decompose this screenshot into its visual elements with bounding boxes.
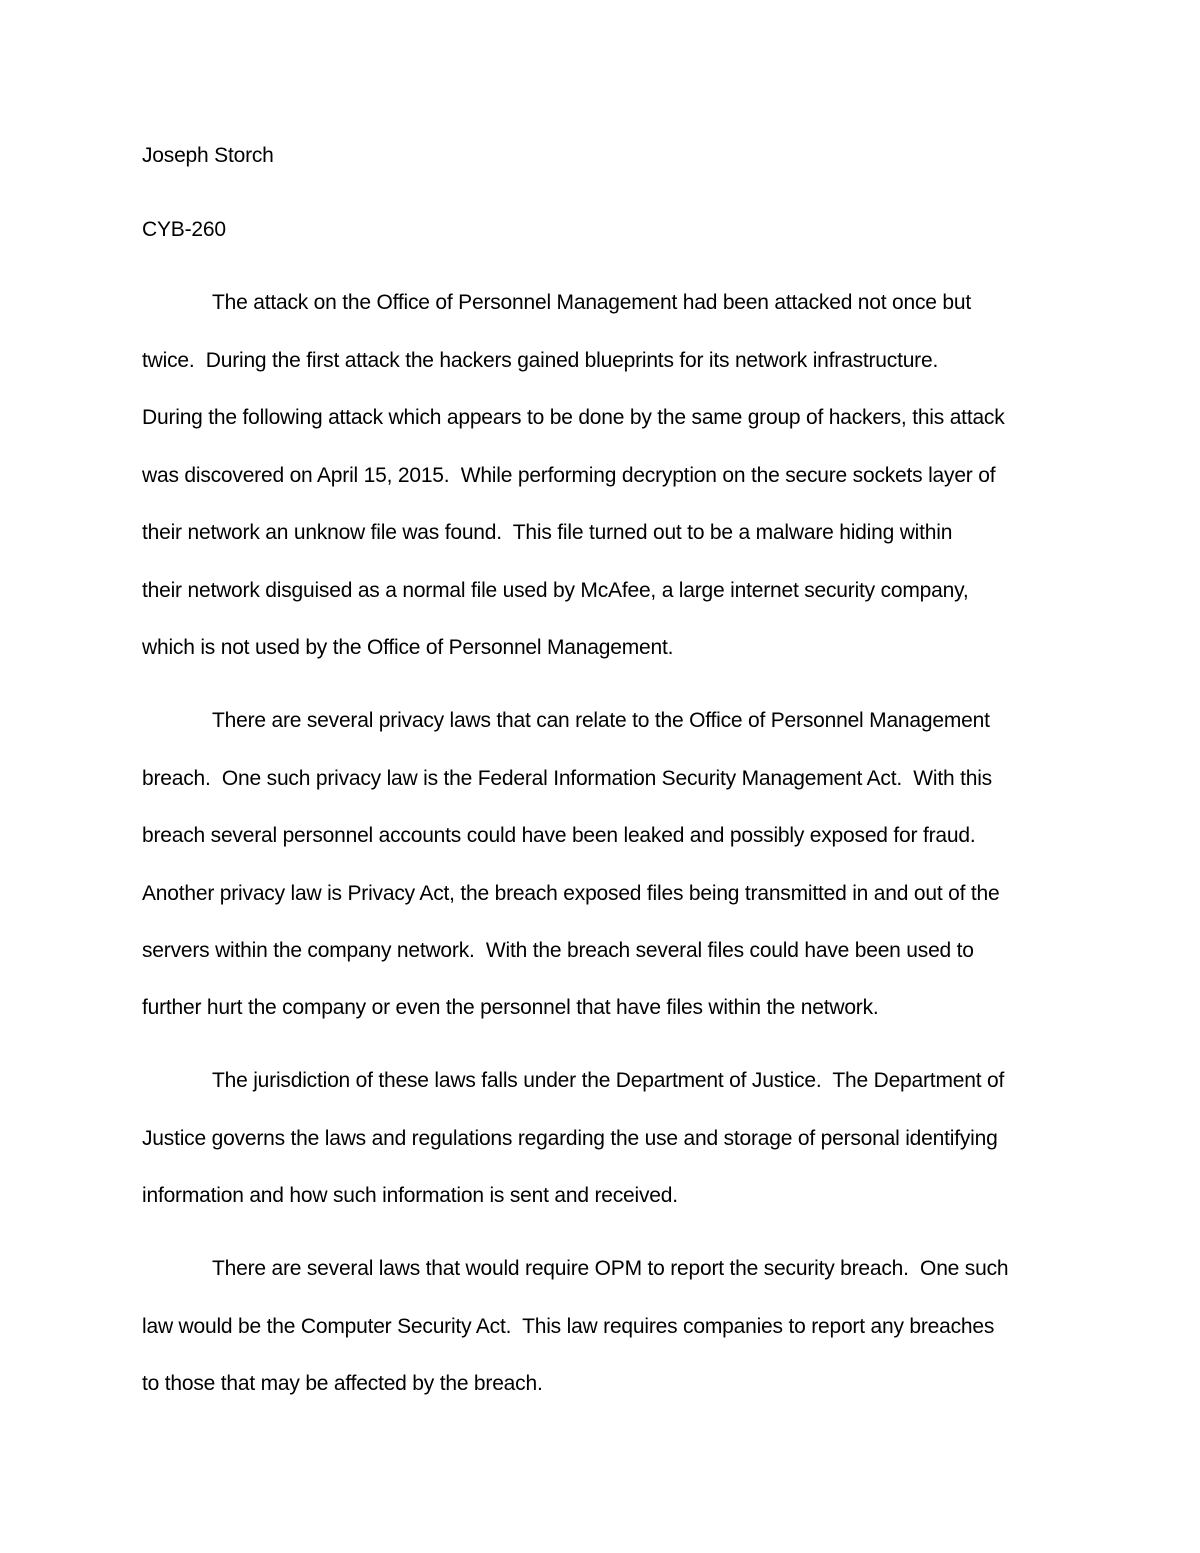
paragraph-line: breach several personnel accounts could have been leaked and possibly exposed for fraud. xyxy=(142,824,976,847)
author-name: Joseph Storch xyxy=(142,144,274,167)
paragraph-line: their network disguised as a normal file used by McAfee, a large internet security company, xyxy=(142,579,969,602)
paragraph-line: to those that may be affected by the breach. xyxy=(142,1372,543,1395)
paragraph-line: servers within the company network. With the breach several files could have been used to xyxy=(142,939,974,962)
paragraph-line: There are several privacy laws that can relate to the Office of Personnel Management xyxy=(212,709,990,732)
course-code: CYB-260 xyxy=(142,218,226,241)
paragraph-line: Another privacy law is Privacy Act, the breach exposed files being transmitted in and out of the xyxy=(142,882,1000,905)
paragraph-line: Justice governs the laws and regulations regarding the use and storage of personal identifying xyxy=(142,1127,998,1150)
paragraph-line: further hurt the company or even the personnel that have files within the network. xyxy=(142,996,879,1019)
paragraph-line: breach. One such privacy law is the Federal Information Security Management Act. With this xyxy=(142,767,992,790)
paragraph-line: During the following attack which appears to be done by the same group of hackers, this attack xyxy=(142,406,1005,429)
paragraph-line: There are several laws that would require OPM to report the security breach. One such xyxy=(212,1257,1009,1280)
paragraph-line: which is not used by the Office of Personnel Management. xyxy=(142,636,674,659)
paragraph-line: was discovered on April 15, 2015. While performing decryption on the secure sockets layer of xyxy=(142,464,996,487)
paragraph-line: The jurisdiction of these laws falls under the Department of Justice. The Department of xyxy=(212,1069,1005,1092)
paragraph-line: twice. During the first attack the hackers gained blueprints for its network infrastructure. xyxy=(142,349,939,372)
paragraph-line: The attack on the Office of Personnel Management had been attacked not once but xyxy=(212,291,971,314)
paragraph-line: their network an unknow file was found. This file turned out to be a malware hiding within xyxy=(142,521,953,544)
paragraph-line: law would be the Computer Security Act. This law requires companies to report any breaches xyxy=(142,1315,995,1338)
paragraph-line: information and how such information is sent and received. xyxy=(142,1184,678,1207)
